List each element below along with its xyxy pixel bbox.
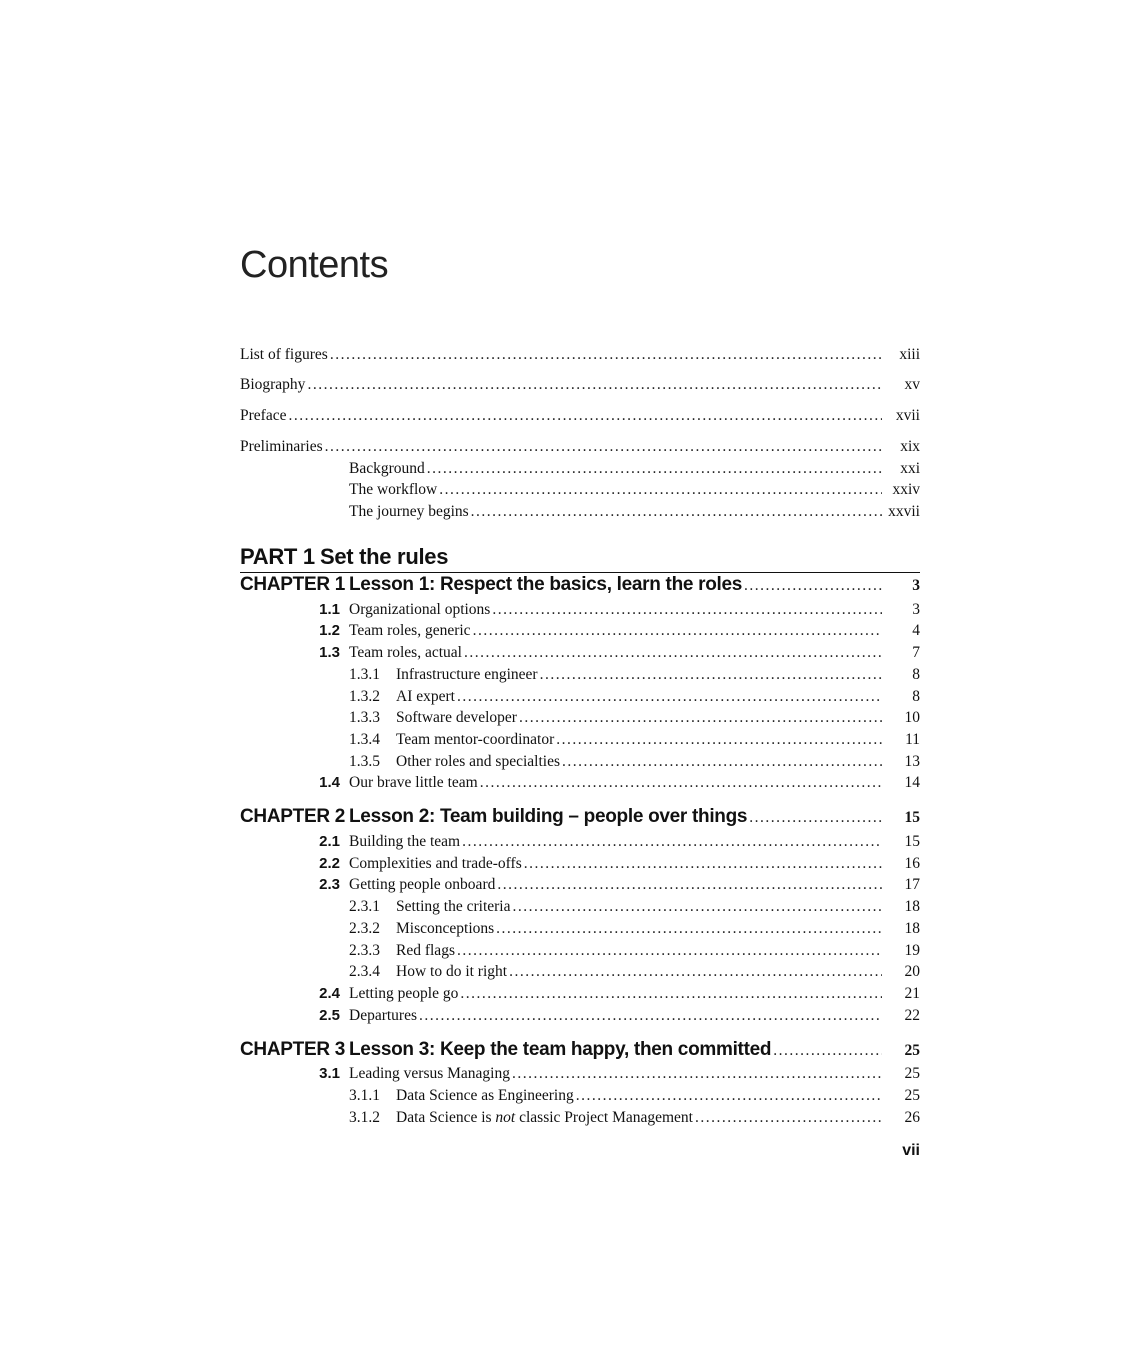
emphasis-text: not xyxy=(495,1109,516,1126)
leader-dots xyxy=(464,644,882,662)
toc-entry-label: Other roles and specialties xyxy=(396,753,560,770)
toc-page-number: 26 xyxy=(904,1109,920,1126)
toc-entry-label: Preliminaries xyxy=(240,438,323,455)
toc-entry-label: Team roles, generic xyxy=(349,622,471,639)
leader-dots xyxy=(509,963,882,981)
toc-entry-label: AI expert xyxy=(396,688,455,705)
toc-page-number: 7 xyxy=(912,644,920,661)
chapter-title: Lesson 2: Team building – people over things xyxy=(349,806,748,827)
section-number: 3.1 xyxy=(319,1065,340,1082)
toc-entry-label: The journey begins xyxy=(349,503,469,520)
toc-section-2-2[interactable] xyxy=(240,855,920,875)
chapter-number: CHAPTER 3 xyxy=(240,1039,345,1060)
section-number: 1.2 xyxy=(319,622,340,639)
toc-entry-label: Biography xyxy=(240,376,306,393)
toc-subsection-2-3-1[interactable] xyxy=(240,898,920,918)
part-heading[interactable] xyxy=(240,544,920,573)
toc-page-number: xix xyxy=(900,438,920,455)
toc-entry-label: Getting people onboard xyxy=(349,876,496,893)
toc-entry-the-journey-begins[interactable] xyxy=(240,503,920,523)
leader-dots xyxy=(325,438,882,456)
toc-subsection-3-1-1[interactable] xyxy=(240,1087,920,1107)
toc-page-number: 8 xyxy=(912,688,920,705)
toc-entry-label: Infrastructure engineer xyxy=(396,666,538,683)
toc-subsection-1-3-5[interactable] xyxy=(240,753,920,773)
toc-entry-label: Letting people go xyxy=(349,985,459,1002)
section-number: 2.2 xyxy=(319,855,340,872)
toc-entry-label: Data Science is not classic Project Management xyxy=(396,1109,693,1126)
chapter-heading-3[interactable] xyxy=(240,1039,920,1065)
leader-dots xyxy=(427,460,882,478)
leader-dots xyxy=(556,731,882,749)
toc-entry-label: Departures xyxy=(349,1007,417,1024)
toc-page-number: 8 xyxy=(912,666,920,683)
toc-section-2-1[interactable] xyxy=(240,833,920,853)
leader-dots xyxy=(695,1109,882,1127)
chapter-heading-2[interactable] xyxy=(240,806,920,832)
leader-dots xyxy=(540,666,882,684)
toc-page-number: xxvii xyxy=(888,503,920,520)
section-number: 2.3 xyxy=(319,876,340,893)
leader-dots xyxy=(330,346,882,364)
toc-entry-background[interactable] xyxy=(240,460,920,480)
toc-entry-label: Leading versus Managing xyxy=(349,1065,510,1082)
subsection-number: 2.3.3 xyxy=(349,942,380,959)
leader-dots xyxy=(419,1007,882,1025)
section-number: 1.4 xyxy=(319,774,340,791)
toc-section-1-2[interactable] xyxy=(240,622,920,642)
toc-entry-label: Background xyxy=(349,460,425,477)
toc-entry-label: Team mentor-coordinator xyxy=(396,731,555,748)
subsection-number: 1.3.4 xyxy=(349,731,380,748)
chapter-title: Lesson 3: Keep the team happy, then committed xyxy=(349,1039,772,1060)
leader-dots xyxy=(288,407,882,425)
toc-entry-label: Data Science as Engineering xyxy=(396,1087,574,1104)
subsection-number: 2.3.2 xyxy=(349,920,380,937)
toc-entry-label: Building the team xyxy=(349,833,461,850)
leader-dots xyxy=(519,709,882,727)
subsection-number: 2.3.1 xyxy=(349,898,380,915)
toc-entry-the-workflow[interactable] xyxy=(240,481,920,501)
toc-section-1-4[interactable] xyxy=(240,774,920,794)
toc-page-number: xxi xyxy=(900,460,920,477)
subsection-number: 1.3.3 xyxy=(349,709,380,726)
toc-section-2-3[interactable] xyxy=(240,876,920,896)
toc-subsection-2-3-3[interactable] xyxy=(240,942,920,962)
section-number: 2.5 xyxy=(319,1007,340,1024)
toc-page-number: xvii xyxy=(895,407,920,424)
subsection-number: 3.1.2 xyxy=(349,1109,380,1126)
toc-page-number: xv xyxy=(904,376,920,393)
leader-dots xyxy=(307,376,882,394)
toc-page-number: 16 xyxy=(904,855,920,872)
leader-dots xyxy=(497,876,882,894)
toc-page-number: 3 xyxy=(912,577,920,594)
toc-section-1-1[interactable] xyxy=(240,601,920,621)
section-number: 1.3 xyxy=(319,644,340,661)
subsection-number: 1.3.2 xyxy=(349,688,380,705)
toc-page-number: 4 xyxy=(912,622,920,639)
toc-subsection-1-3-2[interactable] xyxy=(240,688,920,708)
toc-entry-list-of-figures[interactable] xyxy=(240,346,920,366)
toc-page-number: 13 xyxy=(904,753,920,770)
leader-dots xyxy=(462,833,882,851)
toc-page-number: 3 xyxy=(912,601,920,618)
toc-entry-label: Software developer xyxy=(396,709,517,726)
toc-subsection-1-3-1[interactable] xyxy=(240,666,920,686)
toc-page-number: 10 xyxy=(904,709,920,726)
leader-dots xyxy=(460,985,882,1003)
toc-subsection-1-3-4[interactable] xyxy=(240,731,920,751)
page-folio: vii xyxy=(902,1142,920,1159)
leader-dots xyxy=(513,898,883,916)
leader-dots xyxy=(524,855,882,873)
subsection-number: 2.3.4 xyxy=(349,963,380,980)
leader-dots xyxy=(773,1042,882,1060)
toc-page-number: xxiv xyxy=(892,481,920,498)
toc-page-number: 19 xyxy=(904,942,920,959)
toc-entry-preliminaries[interactable] xyxy=(240,438,920,458)
toc-page-number: 22 xyxy=(904,1007,920,1024)
toc-subsection-2-3-2[interactable] xyxy=(240,920,920,940)
toc-page-number: 17 xyxy=(904,876,920,893)
toc-entry-label: Team roles, actual xyxy=(349,644,462,661)
toc-entry-label: How to do it right xyxy=(396,963,508,980)
toc-page-number: 18 xyxy=(904,898,920,915)
toc-entry-label: Setting the criteria xyxy=(396,898,511,915)
leader-dots xyxy=(744,577,882,595)
toc-page-number: 20 xyxy=(904,963,920,980)
chapter-heading-1[interactable] xyxy=(240,574,920,600)
toc-section-1-3[interactable] xyxy=(240,644,920,664)
toc-entry-label: List of figures xyxy=(240,346,328,363)
part-number: PART 1 xyxy=(240,544,315,569)
leader-dots xyxy=(496,920,882,938)
toc-entry-label: Our brave little team xyxy=(349,774,478,791)
leader-dots xyxy=(480,774,882,792)
toc-page-number: 11 xyxy=(905,731,920,748)
subsection-number: 3.1.1 xyxy=(349,1087,380,1104)
toc-entry-label: Misconceptions xyxy=(396,920,495,937)
subsection-number: 1.3.1 xyxy=(349,666,380,683)
toc-page-number: 15 xyxy=(904,809,920,826)
toc-section-2-5[interactable] xyxy=(240,1007,920,1027)
contents-page xyxy=(240,0,920,1350)
toc-entry-label: Preface xyxy=(240,407,287,424)
toc-entry-label: Organizational options xyxy=(349,601,491,618)
toc-section-2-4[interactable] xyxy=(240,985,920,1005)
toc-subsection-1-3-3[interactable] xyxy=(240,709,920,729)
toc-subsection-3-1-2[interactable] xyxy=(240,1109,920,1129)
leader-dots xyxy=(457,942,882,960)
page-title: Contents xyxy=(240,244,389,286)
toc-page-number: 25 xyxy=(904,1042,920,1059)
toc-page-number: 14 xyxy=(904,774,920,791)
leader-dots xyxy=(439,481,882,499)
toc-entry-label: The workflow xyxy=(349,481,438,498)
leader-dots xyxy=(576,1087,882,1105)
toc-page-number: 25 xyxy=(904,1087,920,1104)
leader-dots xyxy=(492,601,882,619)
toc-entry-label: Red flags xyxy=(396,942,455,959)
chapter-title: Lesson 1: Respect the basics, learn the roles xyxy=(349,574,743,595)
subsection-number: 1.3.5 xyxy=(349,753,380,770)
toc-page-number: 21 xyxy=(904,985,920,1002)
section-number: 2.1 xyxy=(319,833,340,850)
leader-dots xyxy=(749,809,882,827)
toc-section-3-1[interactable] xyxy=(240,1065,920,1085)
section-number: 2.4 xyxy=(319,985,340,1002)
toc-page-number: 25 xyxy=(904,1065,920,1082)
part-title: Set the rules xyxy=(320,544,449,569)
toc-page-number: xiii xyxy=(899,346,920,363)
toc-page-number: 18 xyxy=(904,920,920,937)
leader-dots xyxy=(512,1065,882,1083)
toc-entry-biography[interactable] xyxy=(240,376,920,396)
chapter-number: CHAPTER 1 xyxy=(240,574,345,595)
leader-dots xyxy=(471,503,882,521)
toc-entry-preface[interactable] xyxy=(240,407,920,427)
toc-subsection-2-3-4[interactable] xyxy=(240,963,920,983)
leader-dots xyxy=(562,753,882,771)
leader-dots xyxy=(473,622,882,640)
toc-page-number: 15 xyxy=(904,833,920,850)
section-number: 1.1 xyxy=(319,601,340,618)
chapter-number: CHAPTER 2 xyxy=(240,806,345,827)
toc-entry-label: Complexities and trade-offs xyxy=(349,855,522,872)
leader-dots xyxy=(457,688,882,706)
